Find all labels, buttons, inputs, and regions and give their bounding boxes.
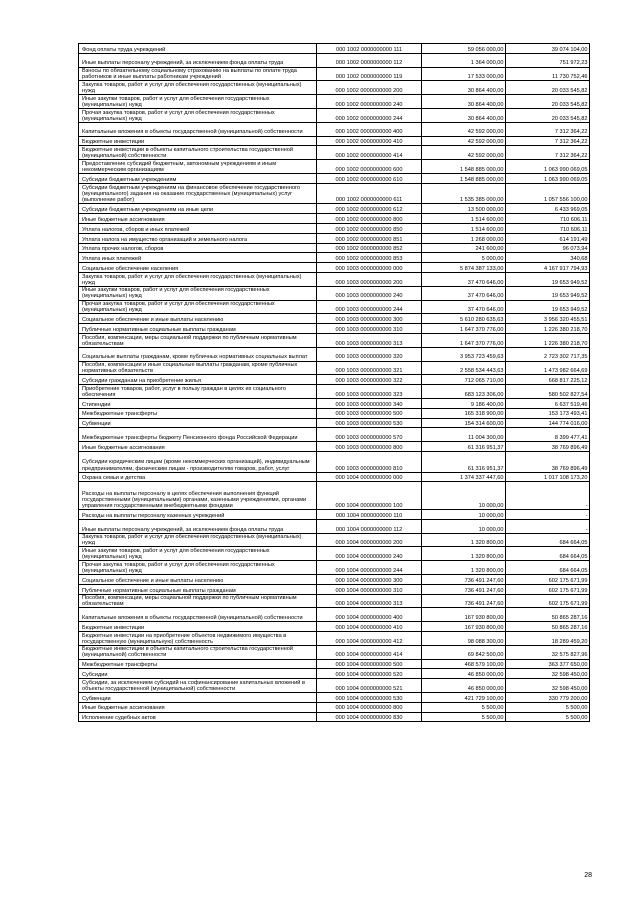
row-planned-cell: 736 491 247,60 — [422, 575, 506, 585]
row-executed-cell: 18 289 459,20 — [506, 632, 590, 646]
table-row — [79, 214, 590, 224]
row-name-cell: Закупка товаров, работ и услуг для обеспечения государственных (муниципальных) нужд — [79, 273, 317, 287]
row-name-cell: Исполнение судебных актов — [79, 712, 317, 722]
row-code-cell: 000 1003 0000000000 500 — [317, 408, 422, 418]
row-name-cell: Бюджетные инвестиции — [79, 622, 317, 632]
row-planned-cell: 42 592 000,00 — [422, 146, 506, 160]
table-row — [79, 204, 590, 214]
table-row — [79, 300, 590, 314]
row-planned-cell: 5 500,00 — [422, 702, 506, 712]
row-name-cell: Приобретение товаров, работ, услуг в пользу граждан в целях их социального обеспечения — [79, 385, 317, 399]
row-code-cell: 000 1003 0000000000 313 — [317, 334, 422, 348]
row-name-cell: Капитальные вложения в объекты государственной (муниципальной) собственности — [79, 122, 317, 136]
row-code-cell: 000 1003 0000000000 800 — [317, 442, 422, 452]
row-name-cell: Предоставление субсидий бюджетным, автономным учреждениям и иным некоммерческим организациям — [79, 160, 317, 174]
row-code-cell: 000 1004 0000000000 000 — [317, 472, 422, 482]
table-row — [79, 347, 590, 361]
table-row — [79, 679, 590, 693]
row-planned-cell: 165 318 900,00 — [422, 408, 506, 418]
row-executed-cell: 602 175 671,99 — [506, 594, 590, 608]
row-name-cell: Субсидии гражданам на приобретение жилья — [79, 375, 317, 385]
row-executed-cell: 8 399 477,41 — [506, 428, 590, 442]
row-code-cell: 000 1002 0000000000 400 — [317, 122, 422, 136]
table-row — [79, 482, 590, 510]
table-row — [79, 693, 590, 703]
row-executed-cell: 96 073,94 — [506, 243, 590, 253]
row-name-cell: Субсидии бюджетным учреждениям — [79, 173, 317, 183]
row-name-cell: Публичные нормативные социальные выплаты гражданам — [79, 584, 317, 594]
row-code-cell: 000 1004 0000000000 530 — [317, 693, 422, 703]
table-row — [79, 44, 590, 54]
row-planned-cell: 17 533 000,00 — [422, 67, 506, 81]
row-executed-cell: 19 653 949,52 — [506, 286, 590, 300]
row-planned-cell: 421 729 100,00 — [422, 693, 506, 703]
row-name-cell: Иные бюджетные ассигнования — [79, 702, 317, 712]
row-code-cell: 000 1004 0000000000 100 — [317, 482, 422, 510]
table-row — [79, 263, 590, 273]
row-executed-cell: 19 653 949,52 — [506, 300, 590, 314]
row-planned-cell: 37 470 646,00 — [422, 286, 506, 300]
row-code-cell: 000 1002 0000000000 800 — [317, 214, 422, 224]
row-code-cell: 000 1004 0000000000 200 — [317, 533, 422, 547]
row-executed-cell: - — [506, 519, 590, 533]
table-row — [79, 67, 590, 81]
table-row — [79, 442, 590, 452]
row-planned-cell: 1 374 337 447,60 — [422, 472, 506, 482]
row-name-cell: Субвенции — [79, 418, 317, 428]
row-planned-cell: 30 864 400,00 — [422, 81, 506, 95]
table-row — [79, 273, 590, 287]
row-executed-cell: 19 653 949,52 — [506, 273, 590, 287]
table-row — [79, 81, 590, 95]
row-name-cell: Уплата прочих налогов, сборов — [79, 243, 317, 253]
row-planned-cell: 37 470 646,00 — [422, 273, 506, 287]
table-row — [79, 712, 590, 722]
row-code-cell: 000 1004 0000000000 310 — [317, 584, 422, 594]
table-row — [79, 575, 590, 585]
row-code-cell: 000 1002 0000000000 611 — [317, 183, 422, 204]
table-body — [79, 44, 590, 722]
row-planned-cell: 30 864 400,00 — [422, 95, 506, 109]
row-name-cell: Стипендии — [79, 399, 317, 409]
row-executed-cell: 1 063 990 069,05 — [506, 173, 590, 183]
row-name-cell: Иные выплаты персоналу учреждений, за исключением фонда оплаты труда — [79, 53, 317, 67]
row-executed-cell: 1 226 380 218,70 — [506, 334, 590, 348]
row-planned-cell: 61 316 951,37 — [422, 442, 506, 452]
table-row — [79, 399, 590, 409]
row-name-cell: Социальные выплаты гражданам, кроме публичных нормативных социальных выплат — [79, 347, 317, 361]
row-executed-cell: 50 865 287,16 — [506, 622, 590, 632]
row-planned-cell: 37 470 646,00 — [422, 300, 506, 314]
row-name-cell: Субсидии, за исключением субсидий на софинансирование капитальных вложений в объекты государственной (муниципальной) собственности — [79, 679, 317, 693]
row-planned-cell: 5 874 387 133,00 — [422, 263, 506, 273]
row-name-cell: Бюджетные инвестиции — [79, 136, 317, 146]
row-executed-cell: 50 865 287,16 — [506, 608, 590, 622]
row-code-cell: 000 1002 0000000000 244 — [317, 108, 422, 122]
row-planned-cell: 1 514 600,00 — [422, 214, 506, 224]
row-code-cell: 000 1002 0000000000 111 — [317, 44, 422, 54]
table-row — [79, 451, 590, 472]
table-row — [79, 428, 590, 442]
table-row — [79, 519, 590, 533]
table-row — [79, 286, 590, 300]
row-name-cell: Капитальные вложения в объекты государственной (муниципальной) собственности — [79, 608, 317, 622]
table-row — [79, 418, 590, 428]
row-code-cell: 000 1004 0000000000 244 — [317, 561, 422, 575]
row-executed-cell: 3 956 320 455,51 — [506, 314, 590, 324]
row-code-cell: 000 1004 0000000000 410 — [317, 622, 422, 632]
row-name-cell: Иные закупки товаров, работ и услуг для обеспечения государственных (муниципальных) нужд — [79, 95, 317, 109]
table-row — [79, 547, 590, 561]
row-executed-cell: 7 312 364,22 — [506, 146, 590, 160]
row-executed-cell: 1 063 990 069,05 — [506, 160, 590, 174]
row-code-cell: 000 1002 0000000000 240 — [317, 95, 422, 109]
row-planned-cell: 468 579 100,00 — [422, 659, 506, 669]
row-planned-cell: 167 930 800,00 — [422, 622, 506, 632]
row-executed-cell: 1 057 556 100,00 — [506, 183, 590, 204]
table-row — [79, 645, 590, 659]
row-executed-cell: - — [506, 510, 590, 520]
row-code-cell: 000 1002 0000000000 119 — [317, 67, 422, 81]
row-executed-cell: 11 730 752,46 — [506, 67, 590, 81]
row-planned-cell: 1 647 370 776,00 — [422, 334, 506, 348]
row-planned-cell: 10 000,00 — [422, 519, 506, 533]
row-planned-cell: 736 491 247,60 — [422, 584, 506, 594]
table-row — [79, 95, 590, 109]
row-planned-cell: 5 000,00 — [422, 253, 506, 263]
table-row — [79, 385, 590, 399]
row-code-cell: 000 1004 0000000000 110 — [317, 510, 422, 520]
table-row — [79, 408, 590, 418]
row-code-cell: 000 1004 0000000000 500 — [317, 659, 422, 669]
row-executed-cell: 20 033 545,82 — [506, 108, 590, 122]
row-executed-cell: 38 769 896,49 — [506, 442, 590, 452]
row-planned-cell: 69 842 500,00 — [422, 645, 506, 659]
row-executed-cell: 363 377 650,00 — [506, 659, 590, 669]
row-name-cell: Пособия, компенсации, меры социальной поддержки по публичным нормативным обязательствам — [79, 334, 317, 348]
row-name-cell: Уплата налогов, сборов и иных платежей — [79, 224, 317, 234]
row-executed-cell: 614 191,49 — [506, 233, 590, 243]
row-planned-cell: 1 320 800,00 — [422, 561, 506, 575]
row-planned-cell: 10 000,00 — [422, 510, 506, 520]
row-planned-cell: 736 491 247,60 — [422, 594, 506, 608]
row-executed-cell: 20 033 545,82 — [506, 95, 590, 109]
row-name-cell: Социальное обеспечение населения — [79, 263, 317, 273]
row-name-cell: Пособия, компенсации и иные социальные выплаты гражданам, кроме публичных нормативных обязательств — [79, 361, 317, 375]
row-planned-cell: 98 088 300,00 — [422, 632, 506, 646]
row-name-cell: Взносы по обязательному социальному страхованию на выплаты по оплате труда работников и иные выплаты работникам учреждений — [79, 67, 317, 81]
row-name-cell: Иные бюджетные ассигнования — [79, 442, 317, 452]
row-executed-cell: 684 664,05 — [506, 533, 590, 547]
table-row — [79, 173, 590, 183]
row-code-cell: 000 1002 0000000000 850 — [317, 224, 422, 234]
row-code-cell: 000 1003 0000000000 323 — [317, 385, 422, 399]
row-executed-cell: 2 723 302 717,35 — [506, 347, 590, 361]
row-executed-cell: 7 312 364,22 — [506, 136, 590, 146]
table-row — [79, 608, 590, 622]
row-name-cell: Социальное обеспечение и иные выплаты населению — [79, 575, 317, 585]
row-name-cell: Межбюджетные трансферты бюджету Пенсионного фонда Российской Федерации — [79, 428, 317, 442]
table-row — [79, 146, 590, 160]
row-planned-cell: 1 647 370 776,00 — [422, 324, 506, 334]
row-executed-cell: 684 664,05 — [506, 547, 590, 561]
row-code-cell: 000 1004 0000000000 412 — [317, 632, 422, 646]
row-executed-cell: 4 167 917 794,93 — [506, 263, 590, 273]
row-planned-cell: 712 065 710,00 — [422, 375, 506, 385]
row-executed-cell: 7 312 364,22 — [506, 122, 590, 136]
row-executed-cell: 602 175 671,99 — [506, 575, 590, 585]
row-planned-cell: 46 850 000,00 — [422, 679, 506, 693]
row-name-cell: Закупка товаров, работ и услуг для обеспечения государственных (муниципальных) нужд — [79, 533, 317, 547]
row-executed-cell: 5 500,00 — [506, 712, 590, 722]
row-code-cell: 000 1002 0000000000 610 — [317, 173, 422, 183]
table-row — [79, 659, 590, 669]
row-planned-cell: 42 592 000,00 — [422, 136, 506, 146]
row-name-cell: Прочая закупка товаров, работ и услуг для обеспечения государственных (муниципальных) нужд — [79, 108, 317, 122]
row-planned-cell: 1 364 000,00 — [422, 53, 506, 67]
table-row — [79, 122, 590, 136]
row-code-cell: 000 1002 0000000000 112 — [317, 53, 422, 67]
row-code-cell: 000 1003 0000000000 810 — [317, 451, 422, 472]
row-code-cell: 000 1003 0000000000 310 — [317, 324, 422, 334]
row-executed-cell: 1 017 108 173,20 — [506, 472, 590, 482]
row-planned-cell: 30 864 400,00 — [422, 108, 506, 122]
row-code-cell: 000 1003 0000000000 240 — [317, 286, 422, 300]
table-row — [79, 314, 590, 324]
table-row — [79, 233, 590, 243]
row-name-cell: Межбюджетные трансферты — [79, 408, 317, 418]
row-executed-cell: 6 637 519,46 — [506, 399, 590, 409]
row-name-cell: Уплата иных платежей — [79, 253, 317, 263]
row-planned-cell: 3 953 723 459,63 — [422, 347, 506, 361]
table-row — [79, 669, 590, 679]
row-executed-cell: 39 074 104,00 — [506, 44, 590, 54]
row-name-cell: Иные выплаты персоналу учреждений, за исключением фонда оплаты труда — [79, 519, 317, 533]
row-planned-cell: 1 548 885 000,00 — [422, 160, 506, 174]
row-code-cell: 000 1002 0000000000 600 — [317, 160, 422, 174]
table-row — [79, 561, 590, 575]
row-name-cell: Расходы на выплаты персоналу казенных учреждений — [79, 510, 317, 520]
row-code-cell: 000 1003 0000000000 570 — [317, 428, 422, 442]
budget-execution-table — [78, 43, 590, 722]
table-row — [79, 324, 590, 334]
row-name-cell: Субвенции — [79, 693, 317, 703]
table-row — [79, 510, 590, 520]
row-name-cell: Уплата налога на имущество организаций и земельного налога — [79, 233, 317, 243]
row-name-cell: Бюджетные инвестиции на приобретение объектов недвижимого имущества в государственную (муниципальную) собственность — [79, 632, 317, 646]
row-name-cell: Субсидии юридическим лицам (кроме некоммерческих организаций), индивидуальным предпринимателям, физическим лицам - производителям товаров, работ, услуг — [79, 451, 317, 472]
table-row — [79, 253, 590, 263]
row-name-cell: Пособия, компенсации, меры социальной поддержки по публичным нормативным обязательствам — [79, 594, 317, 608]
row-executed-cell: - — [506, 482, 590, 510]
row-executed-cell: 32 575 827,96 — [506, 645, 590, 659]
table-row — [79, 702, 590, 712]
row-planned-cell: 241 600,00 — [422, 243, 506, 253]
row-planned-cell: 1 320 800,00 — [422, 547, 506, 561]
row-code-cell: 000 1002 0000000000 200 — [317, 81, 422, 95]
row-planned-cell: 167 930 800,00 — [422, 608, 506, 622]
row-name-cell: Бюджетные инвестиции в объекты капитального строительства государственной (муниципальной) собственности — [79, 146, 317, 160]
table-row — [79, 160, 590, 174]
row-code-cell: 000 1002 0000000000 410 — [317, 136, 422, 146]
row-name-cell: Прочая закупка товаров, работ и услуг для обеспечения государственных (муниципальных) нужд — [79, 300, 317, 314]
row-name-cell: Субсидии бюджетным учреждениям на иные цели — [79, 204, 317, 214]
row-code-cell: 000 1004 0000000000 313 — [317, 594, 422, 608]
row-planned-cell: 5 500,00 — [422, 712, 506, 722]
row-planned-cell: 9 186 400,00 — [422, 399, 506, 409]
row-executed-cell: 1 473 982 664,69 — [506, 361, 590, 375]
row-name-cell: Иные бюджетные ассигнования — [79, 214, 317, 224]
row-executed-cell: 38 769 896,49 — [506, 451, 590, 472]
row-executed-cell: 710 606,11 — [506, 214, 590, 224]
table-row — [79, 594, 590, 608]
row-code-cell: 000 1004 0000000000 240 — [317, 547, 422, 561]
row-name-cell: Закупка товаров, работ и услуг для обеспечения государственных (муниципальных) нужд — [79, 81, 317, 95]
row-code-cell: 000 1003 0000000000 322 — [317, 375, 422, 385]
row-code-cell: 000 1004 0000000000 800 — [317, 702, 422, 712]
row-executed-cell: 144 774 016,00 — [506, 418, 590, 428]
table-row — [79, 183, 590, 204]
row-name-cell: Иные закупки товаров, работ и услуг для обеспечения государственных (муниципальных) нужд — [79, 547, 317, 561]
row-planned-cell: 61 316 951,37 — [422, 451, 506, 472]
row-executed-cell: 6 433 969,05 — [506, 204, 590, 214]
row-name-cell: Субсидии — [79, 669, 317, 679]
row-name-cell: Социальное обеспечение и иные выплаты населению — [79, 314, 317, 324]
row-planned-cell: 1 548 885 000,00 — [422, 173, 506, 183]
row-name-cell: Бюджетные инвестиции в объекты капитального строительства государственной (муниципальной) собственности — [79, 645, 317, 659]
row-code-cell: 000 1004 0000000000 112 — [317, 519, 422, 533]
row-name-cell: Прочая закупка товаров, работ и услуг для обеспечения государственных (муниципальных) нужд — [79, 561, 317, 575]
row-planned-cell: 11 004 300,00 — [422, 428, 506, 442]
row-code-cell: 000 1002 0000000000 612 — [317, 204, 422, 214]
row-name-cell: Межбюджетные трансферты — [79, 659, 317, 669]
row-name-cell: Субсидии бюджетным учреждениям на финансовое обеспечение государственного (муниципального) задания на оказание государственных (муниципальных) услуг (выполнение работ) — [79, 183, 317, 204]
row-executed-cell: 330 779 200,00 — [506, 693, 590, 703]
row-code-cell: 000 1003 0000000000 300 — [317, 314, 422, 324]
row-executed-cell: 580 502 827,54 — [506, 385, 590, 399]
row-planned-cell: 1 535 385 000,00 — [422, 183, 506, 204]
row-planned-cell: 59 056 000,00 — [422, 44, 506, 54]
table-row — [79, 108, 590, 122]
row-executed-cell: 20 033 545,82 — [506, 81, 590, 95]
row-planned-cell: 46 850 000,00 — [422, 669, 506, 679]
row-executed-cell: 1 226 380 218,70 — [506, 324, 590, 334]
table-row — [79, 243, 590, 253]
row-code-cell: 000 1002 0000000000 852 — [317, 243, 422, 253]
row-name-cell: Охрана семьи и детства — [79, 472, 317, 482]
row-executed-cell: 32 598 450,00 — [506, 669, 590, 679]
table-row — [79, 361, 590, 375]
row-planned-cell: 42 592 000,00 — [422, 122, 506, 136]
row-code-cell: 000 1003 0000000000 320 — [317, 347, 422, 361]
row-code-cell: 000 1004 0000000000 300 — [317, 575, 422, 585]
table-row — [79, 584, 590, 594]
row-planned-cell: 1 320 800,00 — [422, 533, 506, 547]
row-code-cell: 000 1004 0000000000 414 — [317, 645, 422, 659]
row-executed-cell: 32 598 450,00 — [506, 679, 590, 693]
row-executed-cell: 710 606,11 — [506, 224, 590, 234]
table-row — [79, 622, 590, 632]
row-code-cell: 000 1002 0000000000 853 — [317, 253, 422, 263]
row-code-cell: 000 1004 0000000000 400 — [317, 608, 422, 622]
table-row — [79, 632, 590, 646]
row-planned-cell: 683 123 306,00 — [422, 385, 506, 399]
table-row — [79, 375, 590, 385]
row-planned-cell: 2 558 534 443,63 — [422, 361, 506, 375]
row-code-cell: 000 1002 0000000000 414 — [317, 146, 422, 160]
row-planned-cell: 1 514 600,00 — [422, 224, 506, 234]
row-executed-cell: 668 817 225,12 — [506, 375, 590, 385]
row-planned-cell: 5 610 280 635,63 — [422, 314, 506, 324]
row-code-cell: 000 1004 0000000000 830 — [317, 712, 422, 722]
row-name-cell: Расходы на выплаты персоналу в целях обеспечения выполнения функций государственными (муниципальными) органами, казенными учреждениями, органами управления государственными внебюджетными фондами — [79, 482, 317, 510]
page-number: 28 — [584, 872, 592, 879]
row-executed-cell: 340,68 — [506, 253, 590, 263]
row-name-cell: Фонд оплаты труда учреждений — [79, 44, 317, 54]
row-executed-cell: 5 500,00 — [506, 702, 590, 712]
table-row — [79, 472, 590, 482]
table-row — [79, 53, 590, 67]
row-code-cell: 000 1004 0000000000 521 — [317, 679, 422, 693]
row-code-cell: 000 1002 0000000000 851 — [317, 233, 422, 243]
row-executed-cell: 751 972,23 — [506, 53, 590, 67]
row-code-cell: 000 1003 0000000000 200 — [317, 273, 422, 287]
row-planned-cell: 10 000,00 — [422, 482, 506, 510]
table-row — [79, 533, 590, 547]
row-executed-cell: 153 173 493,41 — [506, 408, 590, 418]
row-code-cell: 000 1003 0000000000 321 — [317, 361, 422, 375]
table-row — [79, 224, 590, 234]
row-code-cell: 000 1003 0000000000 244 — [317, 300, 422, 314]
row-executed-cell: 602 175 671,99 — [506, 584, 590, 594]
row-code-cell: 000 1003 0000000000 000 — [317, 263, 422, 273]
row-planned-cell: 1 268 000,00 — [422, 233, 506, 243]
row-code-cell: 000 1003 0000000000 530 — [317, 418, 422, 428]
row-name-cell: Публичные нормативные социальные выплаты гражданам — [79, 324, 317, 334]
row-name-cell: Иные закупки товаров, работ и услуг для обеспечения государственных (муниципальных) нужд — [79, 286, 317, 300]
row-executed-cell: 684 664,05 — [506, 561, 590, 575]
row-code-cell: 000 1004 0000000000 520 — [317, 669, 422, 679]
row-code-cell: 000 1003 0000000000 340 — [317, 399, 422, 409]
table-row — [79, 136, 590, 146]
row-planned-cell: 154 314 600,00 — [422, 418, 506, 428]
row-planned-cell: 13 500 000,00 — [422, 204, 506, 214]
table-row — [79, 334, 590, 348]
